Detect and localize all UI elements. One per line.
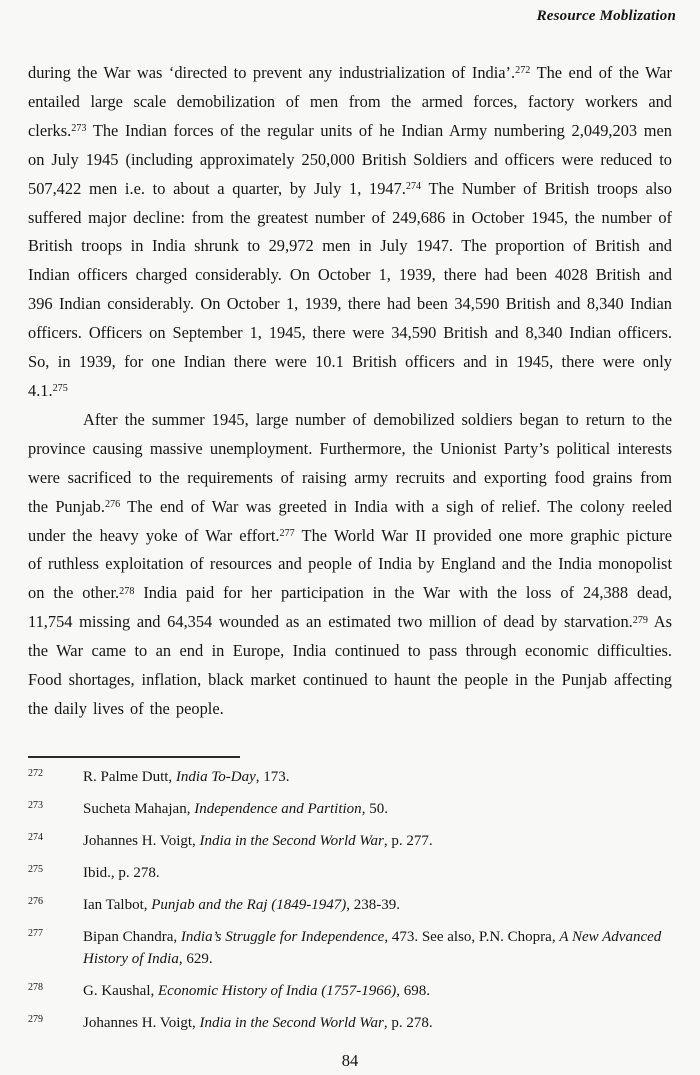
- footnote-number: 276: [28, 896, 43, 907]
- footnote-item: [28, 831, 672, 853]
- footnote-item: [28, 799, 672, 821]
- footnote-item: [28, 767, 672, 789]
- footnote-text: R. Palme Dutt, India To-Day, 173.: [83, 769, 290, 785]
- paragraph-1: during the War was ‘directed to prevent any industrialization of India’.$^{272}$ The end of the War entailed large scale demobilization of men from the armed forces, factory workers and clerks.$^{273}$ The Indian forces of the regular units of he Indian Army numbering 2,049,203 men on July 1945 (including approximately 250,000 British Soldiers and officers were reduced to 507,422 men i.e. to about a quarter, by July 1, 1947.$^{274}$ The Number of British troops also suffered major decline: from the greatest number of 249,686 in October 1945, the number of British troops in India shrunk to 29,972 men in July 1947. The proportion of British and Indian officers charged considerably. On October 1, 1939, there had been 4028 British and 396 Indian considerably. On October 1, 1939, there had been 34,590 British and 8,340 Indian officers. Officers on September 1, 1945, there were 34,590 British and 8,340 Indian officers. So, in 1939, for one Indian there were 10.1 British officers and in 1945, there were only 4.1.$^{275}$: [28, 63, 672, 400]
- footnote-number: 274: [28, 832, 43, 843]
- page-number: 84: [341, 1051, 359, 1070]
- footnote-text: Johannes H. Voigt, India in the Second World War, p. 278.: [83, 1014, 433, 1031]
- footnote-text: G. Kaushal, Economic History of India (1757-1966), 698.: [83, 982, 431, 999]
- footnote-text: Johannes H. Voigt, India in the Second World War, p. 277.: [83, 833, 433, 849]
- footnote-item: [28, 895, 672, 917]
- footnotes: [28, 767, 672, 1045]
- footnote-text: Ibid., p. 278.: [83, 865, 160, 881]
- running-head: Resource Moblization: [536, 8, 676, 24]
- body-text: [28, 59, 672, 724]
- footnote-number: 277: [28, 928, 43, 939]
- paragraph-2: After the summer 1945, large number of demobilized soldiers began to return to the province causing massive unemployment. Furthermore, the Unionist Party’s political interests were sacrificed to the requirements of raising army recruits and exporting food grains from the Punjab.$^{276}$ The end of War was greeted in India with a sigh of relief. The colony reeled under the heavy yoke of War effort.$^{277}$ The World War II provided one more graphic picture of ruthless exploitation of resources and people of India by England and the India monopolist on the other.$^{278}$ India paid for her participation in the War with the loss of 24,388 dead, 11,754 missing and 64,354 wounded as an estimated two million of dead by starvation.$^{279}$ As the War came to an end in Europe, India continued to pass through economic difficulties. Food shortages, inflation, black market continued to haunt the people in the Punjab affecting the daily lives of the people.: [28, 409, 672, 718]
- footnote-separator: [28, 756, 240, 758]
- footnote-text: Ian Talbot, Punjab and the Raj (1849-1947), 238-39.: [83, 897, 400, 913]
- footnote-number: 272: [28, 768, 43, 779]
- footnote-number: 278: [28, 981, 43, 993]
- footnote-item: [28, 863, 672, 885]
- footnote-item: [28, 927, 672, 970]
- footnote-number: 279: [28, 1013, 43, 1025]
- footnote-number: 273: [28, 800, 43, 811]
- footnote-number: 275: [28, 864, 43, 875]
- footnote-text: Bipan Chandra, India’s Struggle for Independence, 473. See also, P.N. Chopra, A New Advanced History of India, 629.: [83, 929, 662, 967]
- footnote-text: Sucheta Mahajan, Independence and Partition, 50.: [83, 801, 388, 817]
- footnote-item: [28, 1013, 672, 1035]
- footnote-item: [28, 981, 672, 1003]
